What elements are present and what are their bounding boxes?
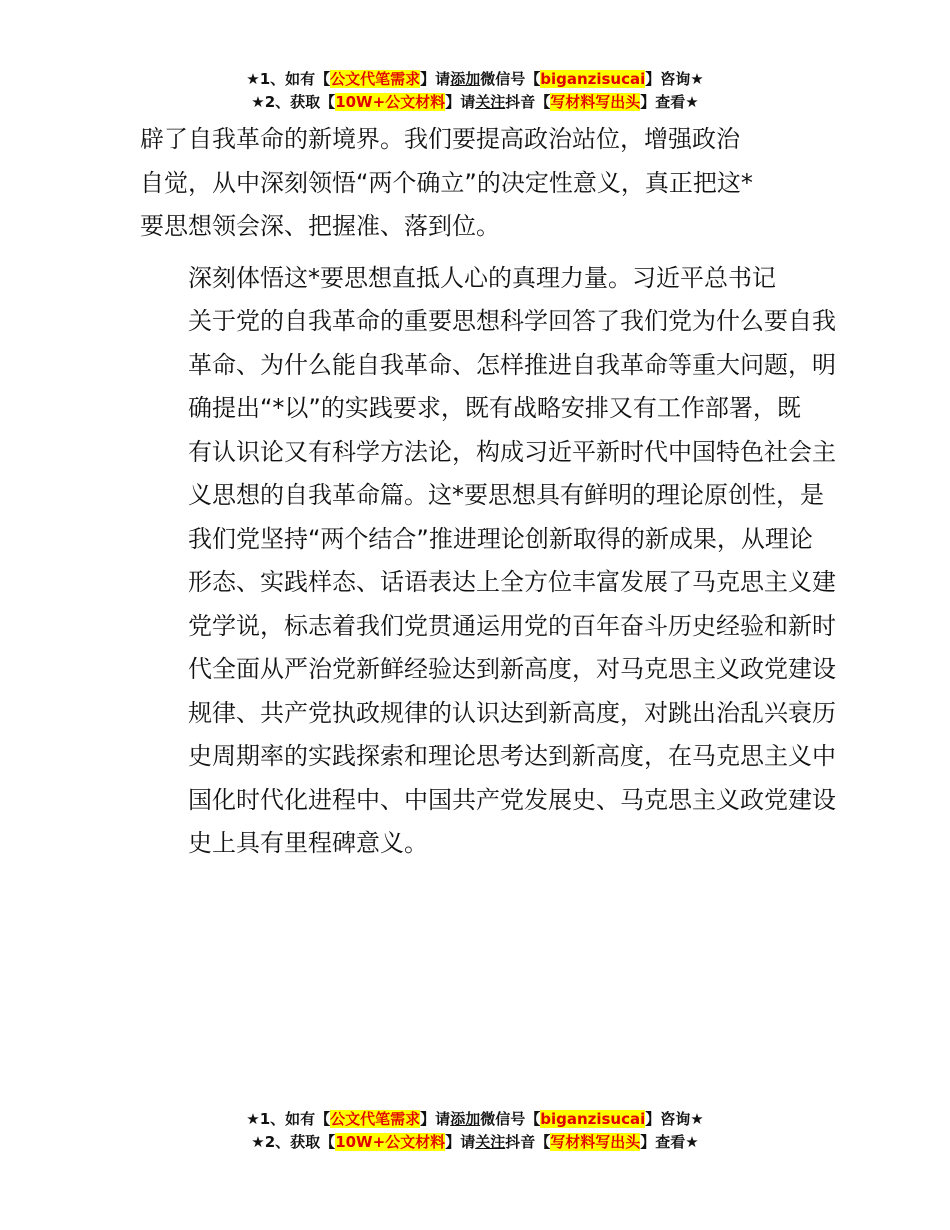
banner-text: 】查看★ (640, 1133, 699, 1151)
banner-line-2 (0, 1131, 950, 1154)
text-line: 深刻体悟这*要思想直抵人心的真理力量。习近平总书记 (188, 263, 776, 292)
banner-emphasis: 关注 (475, 93, 506, 111)
text-line: 自觉，从中深刻领悟“两个确立”的决定性意义，真正把这* (140, 168, 753, 197)
banner-text: 抖音【 (505, 93, 551, 111)
banner-emphasis: 添加 (450, 70, 481, 88)
banner-text: ★2、获取【 (251, 93, 336, 111)
text-line: 形态、实践样态、话语表达上全方位丰富发展了马克思主义建 (188, 568, 836, 596)
text-line: 有认识论又有科学方法论，构成习近平新时代中国特色社会主 (188, 437, 836, 466)
banner-text: 】请 (445, 1133, 476, 1151)
text-line: 革命、为什么能自我革命、怎样推进自我革命等重大问题，明 (188, 350, 836, 379)
banner-emphasis: 添加 (450, 1110, 481, 1128)
banner-line-1 (0, 1108, 950, 1131)
highlight-service: 公文代笔需求 (330, 1110, 421, 1128)
text-line: 关于党的自我革命的重要思想科学回答了我们党为什么要自我 (188, 307, 836, 335)
text-line: 我们党坚持“两个结合”推进理论创新取得的新成果，从理论 (188, 524, 813, 553)
banner-text: 抖音【 (505, 1133, 551, 1151)
text-line: 国化时代化进程中、中国共产党发展史、马克思主义政党建设 (188, 785, 836, 814)
banner-text: 】请 (420, 70, 451, 88)
banner-text: 】咨询★ (645, 1110, 704, 1128)
banner-text: 】请 (420, 1110, 451, 1128)
paragraph-2 (140, 257, 836, 866)
highlight-douyin-account: 写材料写出头 (550, 93, 641, 111)
banner-text: 】请 (445, 93, 476, 111)
highlight-wechat-id: biganzisucai (540, 70, 646, 88)
banner-text: 】咨询★ (645, 70, 704, 88)
banner-text: 微信号【 (480, 70, 541, 88)
banner-text: 微信号【 (480, 1110, 541, 1128)
text-line: 代全面从严治党新鲜经验达到新高度，对马克思主义政党建设 (188, 655, 836, 683)
banner-text: 】查看★ (640, 93, 699, 111)
banner-emphasis: 关注 (475, 1133, 506, 1151)
text-line: 规律、共产党执政规律的认识达到新高度，对跳出治乱兴衰历 (188, 698, 836, 727)
highlight-materials: 10W+公文材料 (335, 93, 446, 111)
highlight-wechat-id: biganzisucai (540, 1110, 646, 1128)
highlight-service: 公文代笔需求 (330, 70, 421, 88)
banner-line-1 (0, 68, 950, 91)
text-line: 辟了自我革命的新境界。我们要提高政治站位，增强政治 (140, 125, 740, 153)
banner-text: ★2、获取【 (251, 1133, 336, 1151)
document-body (140, 118, 836, 866)
highlight-materials: 10W+公文材料 (335, 1133, 446, 1151)
banner-text: ★1、如有【 (246, 1110, 331, 1128)
banner-line-2 (0, 91, 950, 114)
paragraph-1 (140, 118, 812, 249)
text-line: 党学说，标志着我们党贯通运用党的百年奋斗历史经验和新时 (188, 611, 836, 640)
banner-text: ★1、如有【 (246, 70, 331, 88)
text-line: 确提出“*以”的实践要求，既有战略安排又有工作部署，既 (188, 394, 801, 422)
text-line: 要思想领会深、把握准、落到位。 (140, 212, 500, 240)
text-line: 义思想的自我革命篇。这*要思想具有鲜明的理论原创性，是 (188, 481, 824, 509)
header-banner (0, 68, 950, 114)
text-line: 史上具有里程碑意义。 (188, 829, 428, 857)
highlight-douyin-account: 写材料写出头 (550, 1133, 641, 1151)
footer-banner (0, 1108, 950, 1154)
text-line: 史周期率的实践探索和理论思考达到新高度，在马克思主义中 (188, 742, 836, 770)
